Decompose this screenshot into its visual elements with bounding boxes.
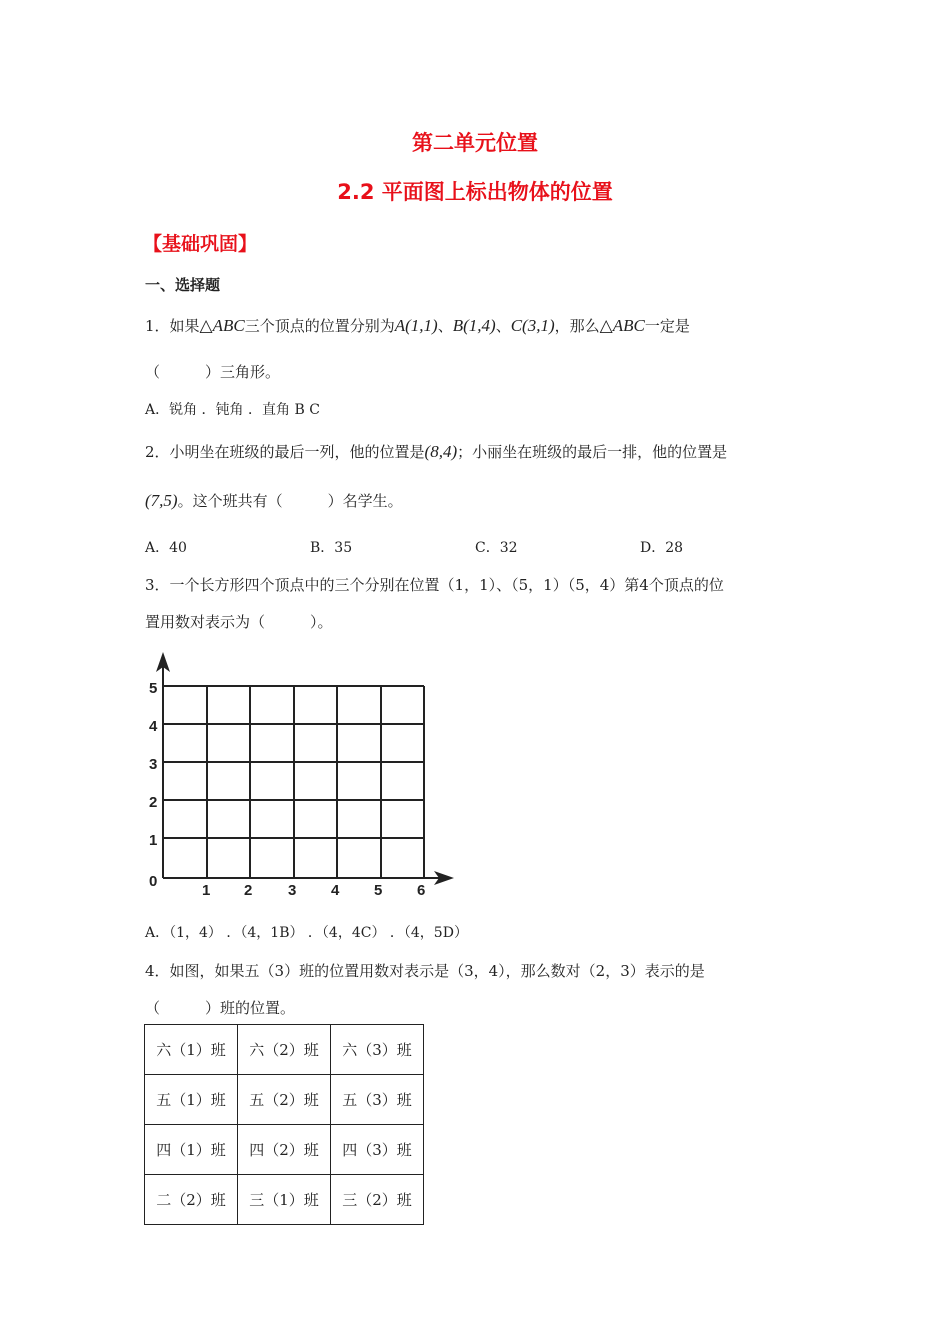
coordinate-grid bbox=[140, 648, 470, 908]
q2-line2-text: 。这个班共有（ ）名学生。 bbox=[177, 492, 403, 510]
q1-sep1: 、 bbox=[437, 317, 453, 335]
table-row bbox=[145, 1175, 424, 1225]
table-cell: 二（2）班 bbox=[145, 1175, 238, 1225]
question-3-options: A．（1，4） ．（4，1B） ．（4，4C） ．（4，5D） bbox=[145, 925, 468, 941]
x-tick-3: 3 bbox=[288, 882, 297, 899]
section-tag: 【基础巩固】 bbox=[143, 233, 258, 255]
table-cell: 五（1）班 bbox=[145, 1075, 238, 1125]
table-cell: 四（2）班 bbox=[238, 1125, 331, 1175]
origin-label: 0 bbox=[149, 873, 158, 890]
lesson-title: 2.2 平面图上标出物体的位置 bbox=[337, 180, 613, 204]
q2-option-c: C．32 bbox=[475, 540, 518, 556]
q1-point-b: B(1,4) bbox=[452, 316, 496, 335]
table-row bbox=[145, 1125, 424, 1175]
question-1-options: A．锐角 ．钝角 ．直角 B C bbox=[145, 402, 320, 418]
class-position-table bbox=[144, 1024, 424, 1225]
question-3-line2: 置用数对表示为（ ）。 bbox=[145, 613, 333, 631]
q1-mid1: 三个顶点的位置分别为 bbox=[244, 317, 395, 335]
table-cell: 三（2）班 bbox=[331, 1175, 424, 1225]
table-cell: 五（2）班 bbox=[238, 1075, 331, 1125]
q1-point-c: C(3,1) bbox=[510, 316, 555, 335]
section-heading: 一、选择题 bbox=[145, 276, 221, 294]
question-4-line2: （ ）班的位置。 bbox=[145, 999, 296, 1017]
q1-triangle: △ABC bbox=[199, 316, 245, 335]
table-cell: 三（1）班 bbox=[238, 1175, 331, 1225]
x-tick-2: 2 bbox=[244, 882, 253, 899]
y-tick-2: 2 bbox=[149, 794, 158, 811]
table-cell: 六（3）班 bbox=[331, 1025, 424, 1075]
table-cell: 四（3）班 bbox=[331, 1125, 424, 1175]
q1-point-a: A(1,1) bbox=[394, 316, 438, 335]
table-cell: 六（2）班 bbox=[238, 1025, 331, 1075]
q2-pos-xiaoli: (7,5) bbox=[145, 491, 178, 510]
q1-mid2: ，那么 bbox=[554, 317, 600, 335]
unit-title: 第二单元位置 bbox=[412, 131, 538, 155]
question-2-line1 bbox=[145, 441, 727, 462]
table-cell: 四（1）班 bbox=[145, 1125, 238, 1175]
x-tick-6: 6 bbox=[417, 882, 426, 899]
table-row bbox=[145, 1075, 424, 1125]
q2-option-a: A．40 bbox=[145, 540, 187, 556]
x-tick-4: 4 bbox=[331, 882, 340, 899]
question-4-line1: 4．如图，如果五（3）班的位置用数对表示是（3，4），那么数对（2，3）表示的是 bbox=[145, 962, 705, 980]
question-1-line2: （ ）三角形。 bbox=[145, 363, 281, 381]
y-tick-5: 5 bbox=[149, 680, 158, 697]
y-tick-1: 1 bbox=[149, 832, 158, 849]
table-cell: 五（3）班 bbox=[331, 1075, 424, 1125]
x-tick-5: 5 bbox=[374, 882, 383, 899]
y-tick-4: 4 bbox=[149, 718, 158, 735]
q1-suffix: 一定是 bbox=[644, 317, 690, 335]
q2-option-b: B．35 bbox=[310, 540, 353, 556]
table-cell: 六（1）班 bbox=[145, 1025, 238, 1075]
q2-suffix: ；小丽坐在班级的最后一排，他的位置是 bbox=[457, 443, 728, 461]
question-1-line1 bbox=[145, 315, 690, 336]
question-3-line1: 3．一个长方形四个顶点中的三个分别在位置（1，1）、（5，1）（5，4）第4个顶点的位 bbox=[145, 576, 724, 594]
q2-option-d: D．28 bbox=[640, 540, 684, 556]
question-2-line2 bbox=[145, 490, 403, 511]
y-tick-3: 3 bbox=[149, 756, 158, 773]
q2-prefix: 2．小明坐在班级的最后一列，他的位置是 bbox=[145, 443, 425, 461]
q2-pos-xiaoming: (8,4) bbox=[424, 442, 458, 461]
x-tick-1: 1 bbox=[202, 882, 211, 899]
q1-prefix: 1．如果 bbox=[145, 317, 200, 335]
q1-triangle-2: △ABC bbox=[599, 316, 645, 335]
q1-sep2: 、 bbox=[495, 317, 511, 335]
table-row bbox=[145, 1025, 424, 1075]
